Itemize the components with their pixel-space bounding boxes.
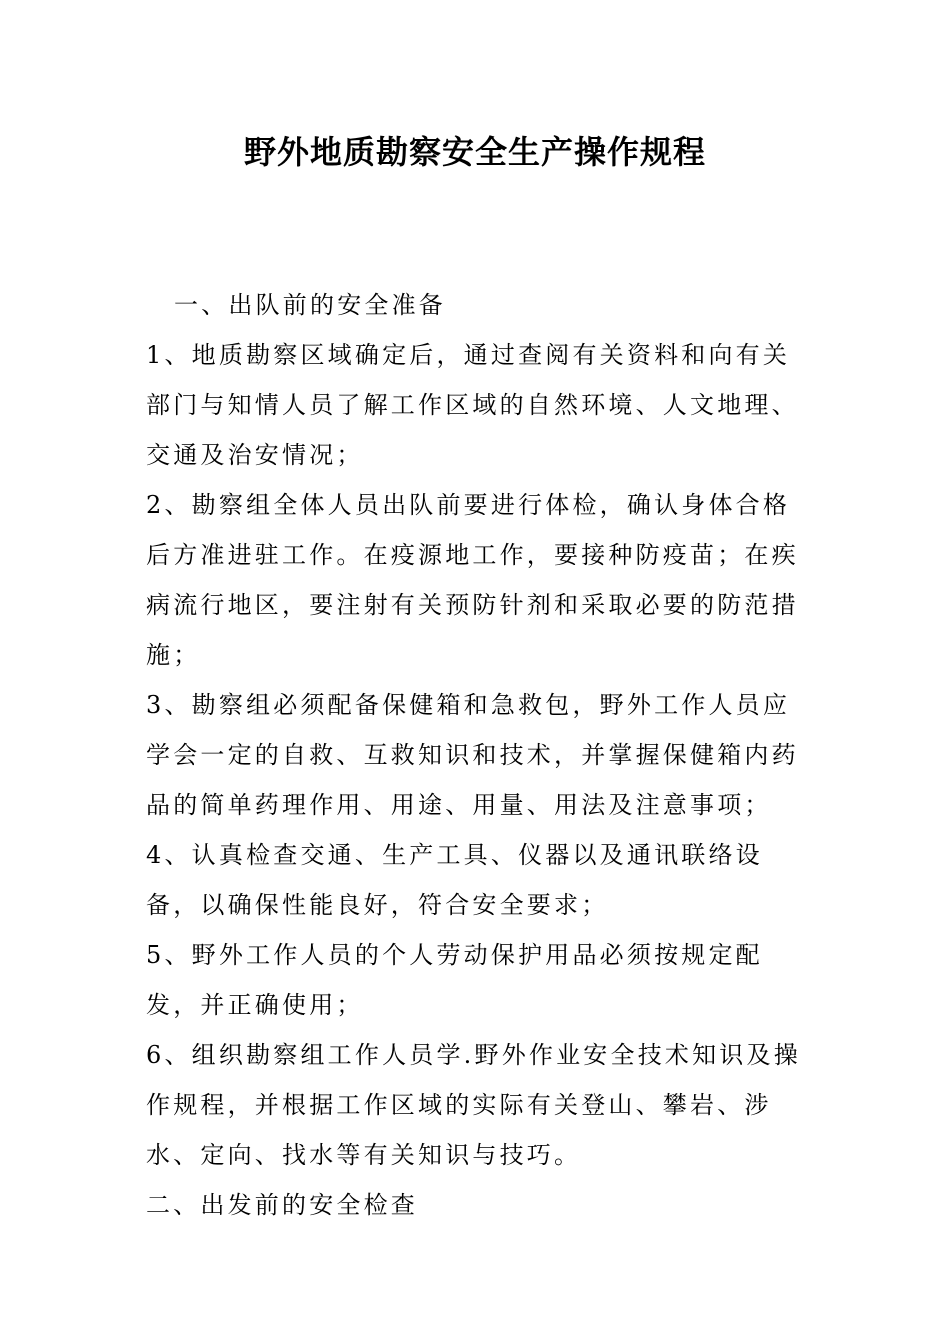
paragraph-item-4: 4、认真检查交通、生产工具、仪器以及通讯联络设备，以确保性能良好，符合安全要求； <box>146 841 763 919</box>
paragraph-item-2: 2、勘察组全体人员出队前要进行体检，确认身体合格后方准进驻工作。在疫源地工作，要接种防疫苗；在疾病流行地区，要注射有关预防针剂和采取必要的防范措施； <box>146 491 799 669</box>
document-title: 野外地质勘察安全生产操作规程 <box>243 133 706 171</box>
section-heading-2: 二、出发前的安全检查 <box>146 1191 418 1219</box>
paragraph-item-3: 3、勘察组必须配备保健箱和急救包，野外工作人员应学会一定的自救、互救知识和技术，并掌握保健箱内药品的简单药理作用、用途、用量、用法及注意事项； <box>146 691 799 819</box>
paragraph-item-6: 6、组织勘察组工作人员学.野外作业安全技术知识及操作规程，并根据工作区域的实际有关登山、攀岩、涉水、定向、找水等有关知识与技巧。 <box>146 1041 801 1169</box>
paragraph-item-1: 1、地质勘察区域确定后，通过查阅有关资料和向有关部门与知情人员了解工作区域的自然环境、人文地理、交通及治安情况； <box>146 341 799 469</box>
section-heading-1: 一、出队前的安全准备 <box>174 291 446 319</box>
document-body <box>146 280 806 1230</box>
paragraph-item-5: 5、野外工作人员的个人劳动保护用品必须按规定配发，并正确使用； <box>146 941 763 1019</box>
